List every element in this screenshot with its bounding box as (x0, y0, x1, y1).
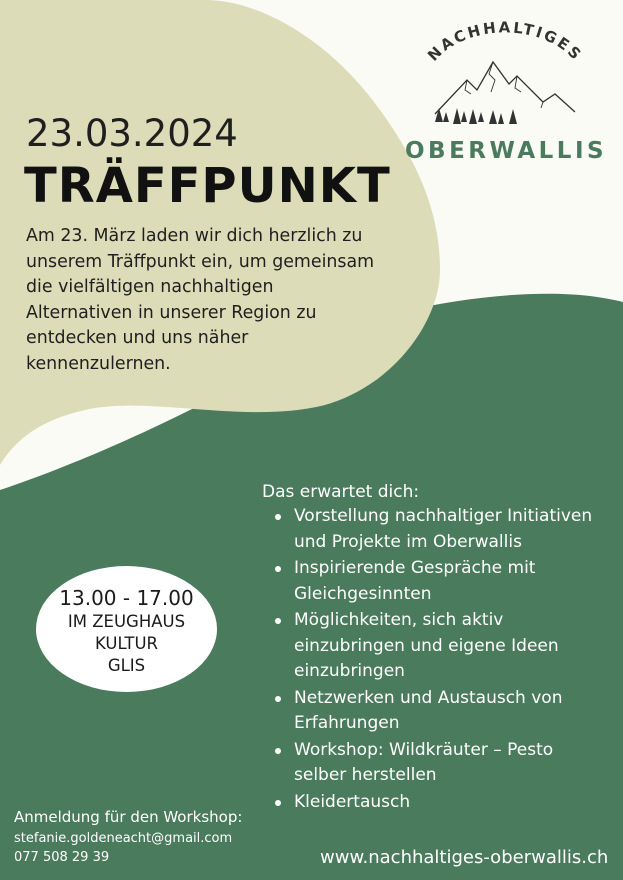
bullet-icon (275, 566, 281, 572)
intro-line: die vielfältigen nachhaltigen (26, 277, 274, 297)
bullet-icon (275, 800, 281, 806)
bullet-icon (275, 696, 281, 702)
mountains-with-trees-icon (435, 62, 575, 114)
expect-list (272, 504, 622, 816)
list-item-line: selber herstellen (294, 765, 437, 785)
event-date: 23.03.2024 (26, 112, 238, 155)
logo-wordmark: OBERWALLIS (405, 138, 608, 164)
list-item (272, 686, 622, 737)
bullet-icon (275, 514, 281, 520)
time-location-badge (36, 566, 217, 692)
list-item (272, 556, 622, 607)
event-time: 13.00 - 17.00 (59, 586, 194, 610)
website-link[interactable]: www.nachhaltiges-oberwallis.ch (320, 847, 609, 868)
tree-row (435, 108, 517, 124)
logo-arc-text: NACHHALTIGES (424, 18, 587, 65)
intro-line: unserem Träffpunkt ein, um gemeinsam (26, 251, 375, 272)
list-item-line: Kleidertausch (294, 791, 411, 812)
registration-email-link[interactable]: stefanie.goldeneacht@gmail.com (14, 831, 233, 846)
page-title: TRÄFFPUNKT (24, 158, 391, 214)
list-item-line: Möglichkeiten, sich aktiv (294, 610, 504, 630)
intro-line: entdecken und uns näher (26, 328, 249, 348)
registration-phone[interactable]: 077 508 29 39 (14, 850, 110, 865)
bullet-icon (275, 618, 281, 624)
list-item (272, 608, 622, 685)
list-item-line: Netzwerken und Austausch von (294, 687, 563, 708)
intro-line: Am 23. März laden wir dich herzlich zu (26, 226, 363, 246)
list-item-line: einzubringen und eigene Ideen (294, 635, 559, 656)
list-item-line: Erfahrungen (294, 713, 400, 733)
list-item-line: Workshop: Wildkräuter – Pesto (294, 739, 554, 760)
event-location-line: GLIS (107, 656, 146, 675)
list-item-line: Inspirierende Gespräche mit (294, 558, 536, 578)
list-item-line: und Projekte im Oberwallis (294, 531, 522, 552)
list-item (272, 738, 622, 789)
event-location-line: IM ZEUGHAUS (67, 612, 186, 631)
bullet-icon (275, 748, 281, 754)
intro-line: Alternativen in unserer Region zu (26, 302, 317, 323)
list-item (272, 790, 622, 816)
event-location-line: KULTUR (95, 634, 158, 653)
registration-heading: Anmeldung für den Workshop: (14, 808, 243, 826)
list-item (272, 504, 622, 555)
intro-paragraph (26, 224, 386, 377)
list-item-line: Gleichgesinnten (294, 583, 432, 604)
list-item-line: Vorstellung nachhaltiger Initiativen (294, 506, 593, 526)
expect-heading: Das erwartet dich: (262, 482, 420, 502)
intro-line: kennenzulernen. (26, 353, 171, 374)
list-item-line: einzubringen (294, 661, 405, 681)
